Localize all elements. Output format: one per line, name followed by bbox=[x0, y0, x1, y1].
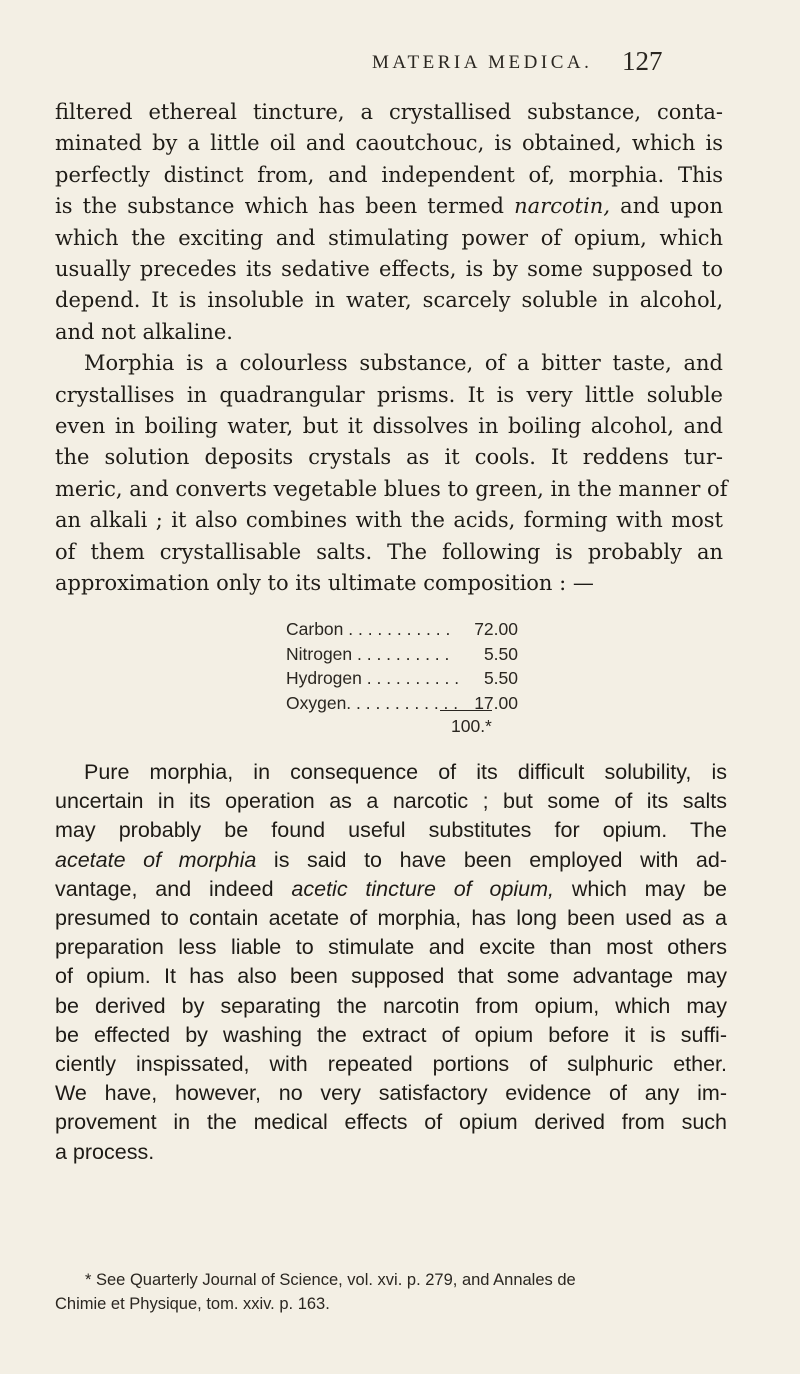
text-line: an alkali ; it also combines with the acids, forming with most bbox=[55, 508, 723, 533]
composition-table bbox=[286, 617, 518, 715]
table-row bbox=[286, 691, 518, 716]
text-line: preparation less liable to stimulate and excite than most others bbox=[55, 935, 727, 960]
text-line: be effected by washing the extract of opium before it is suffi- bbox=[55, 1022, 727, 1047]
text-line: of them crystallisable salts. The following is probably an bbox=[55, 539, 723, 564]
text-line bbox=[55, 846, 727, 875]
element-name: Nitrogen . . . . . . . . . . bbox=[286, 643, 450, 664]
text-line: perfectly distinct from, and independent of, morphia. This bbox=[55, 162, 723, 187]
text-fragment: is the substance which has been termed bbox=[55, 194, 515, 219]
text-line: approximation only to its ultimate composition : — bbox=[55, 571, 594, 596]
element-value: 72.00 bbox=[474, 619, 518, 639]
text-line: be derived by separating the narcotin from opium, which may bbox=[55, 993, 727, 1018]
text-line: which the exciting and stimulating power of opium, which bbox=[55, 225, 723, 250]
text-line: ciently inspissated, with repeated portions of sulphuric ether. bbox=[55, 1052, 727, 1077]
element-name: Hydrogen . . . . . . . . . . bbox=[286, 668, 460, 688]
element-value: 5.50 bbox=[483, 668, 518, 688]
italic-term: acetic tincture of opium, bbox=[291, 876, 555, 901]
table-row bbox=[286, 642, 518, 667]
element-value: 17.00 bbox=[474, 692, 518, 713]
text-line bbox=[55, 875, 727, 904]
table-total: 100.* bbox=[451, 716, 492, 736]
italic-term: narcotin, bbox=[514, 194, 610, 219]
text-fragment: and upon bbox=[610, 194, 723, 219]
paragraph-narcotin bbox=[55, 97, 728, 600]
italic-term: acetate of morphia bbox=[55, 847, 257, 872]
text-line: provement in the medical effects of opium derived from such bbox=[55, 1110, 727, 1135]
text-line: and not alkaline. bbox=[55, 319, 233, 344]
text-line: Morphia is a colourless substance, of a bitter taste, and bbox=[84, 351, 723, 376]
text-line bbox=[55, 191, 723, 222]
text-line: even in boiling water, but it dissolves in boiling alcohol, and bbox=[55, 414, 723, 439]
footnote bbox=[55, 1268, 723, 1316]
element-name: Oxygen. . . . . . . . . . . . bbox=[286, 692, 459, 713]
text-line: depend. It is insoluble in water, scarcely soluble in alcohol, bbox=[55, 288, 723, 313]
table-row bbox=[286, 617, 518, 642]
text-line: a process. bbox=[55, 1139, 155, 1164]
text-line: presumed to contain acetate of morphia, has long been used as a bbox=[55, 906, 727, 931]
text-line: the solution deposits crystals as it cools. It reddens tur- bbox=[55, 445, 723, 470]
sum-rule bbox=[440, 710, 492, 711]
text-fragment: is said to have been employed with ad- bbox=[256, 847, 727, 872]
text-line: may probably be found useful substitutes for opium. The bbox=[55, 818, 727, 843]
footnote-line: Chimie et Physique, tom. xxiv. p. 163. bbox=[55, 1295, 330, 1313]
page-number: 127 bbox=[622, 46, 663, 76]
text-fragment: vantage, and indeed bbox=[55, 876, 292, 901]
table-row bbox=[286, 666, 518, 691]
element-value: 5.50 bbox=[483, 643, 518, 664]
paragraph-pure-morphia bbox=[55, 758, 727, 1167]
text-line: crystallises in quadrangular prisms. It is very little soluble bbox=[55, 382, 723, 407]
text-line: usually precedes its sedative effects, is by some supposed to bbox=[55, 257, 723, 282]
element-name: Carbon . . . . . . . . . . . bbox=[286, 619, 451, 639]
text-fragment: which may be bbox=[554, 876, 727, 901]
text-line: We have, however, no very satisfactory evidence of any im- bbox=[55, 1081, 727, 1106]
running-title: MATERIA MEDICA. bbox=[372, 52, 593, 73]
text-line: Pure morphia, in consequence of its difficult solubility, is bbox=[84, 760, 727, 784]
text-line: minated by a little oil and caoutchouc, is obtained, which is bbox=[55, 131, 723, 156]
footnote-line: * See Quarterly Journal of Science, vol. xvi. p. 279, and Annales de bbox=[85, 1271, 576, 1289]
text-line: filtered ethereal tincture, a crystallised substance, conta- bbox=[55, 100, 723, 124]
text-line: uncertain in its operation as a narcotic ; but some of its salts bbox=[55, 789, 727, 814]
text-line: meric, and converts vegetable blues to green, in the manner of bbox=[55, 476, 728, 501]
text-line: of opium. It has also been supposed that some advantage may bbox=[55, 964, 727, 989]
